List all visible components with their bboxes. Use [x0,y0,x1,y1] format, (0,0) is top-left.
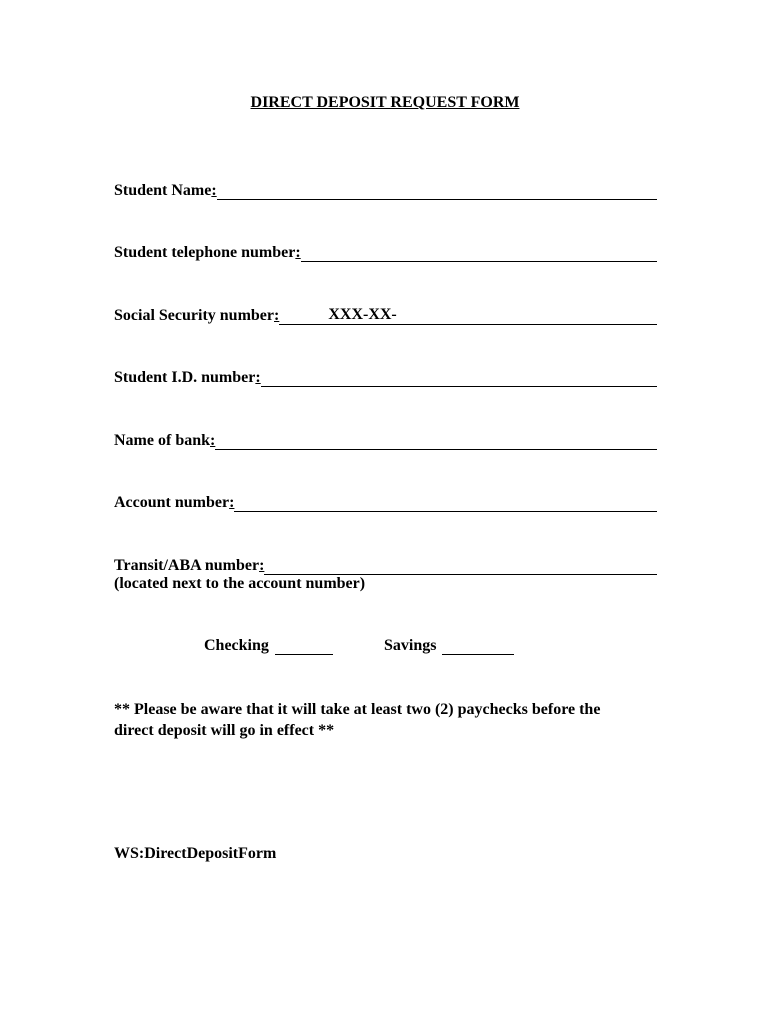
checking-option [204,636,333,655]
student-telephone-colon: : [295,244,301,261]
student-name-input[interactable] [217,182,657,200]
ssn-label: Social Security number [114,307,274,324]
notice-line-1: ** Please be aware that it will take at least two (2) paychecks before the [114,701,601,718]
student-id-row [114,365,657,387]
checking-label: Checking [204,637,269,654]
form-title: DIRECT DEPOSIT REQUEST FORM [250,94,520,111]
savings-blank[interactable] [442,636,514,655]
student-name-colon: : [211,182,217,199]
transit-aba-label: Transit/ABA number [114,557,260,574]
savings-option [384,636,514,655]
bank-name-label: Name of bank [114,432,211,449]
savings-label: Savings [384,637,437,654]
transit-aba-colon: : [259,557,265,574]
form-identifier: WS:DirectDepositForm [114,845,277,862]
account-number-input[interactable] [234,494,657,512]
notice-line-2: direct deposit will go in effect ** [114,722,335,739]
paycheck-notice [114,699,662,741]
checking-blank[interactable] [275,636,333,655]
transit-aba-row [114,553,657,575]
student-id-input[interactable] [261,369,657,387]
student-telephone-input[interactable] [301,244,657,262]
ssn-prefix: XXX-XX- [328,306,397,323]
student-name-row [114,178,657,200]
student-telephone-row [114,240,657,262]
account-number-label: Account number [114,494,230,511]
student-id-colon: : [255,369,261,386]
bank-name-row [114,428,657,450]
student-telephone-label: Student telephone number [114,244,296,261]
student-name-label: Student Name [114,182,212,199]
bank-name-colon: : [210,432,216,449]
transit-aba-note: (located next to the account number) [114,575,366,592]
bank-name-input[interactable] [215,432,657,450]
student-id-label: Student I.D. number [114,369,256,386]
ssn-colon: : [274,307,280,324]
transit-aba-input[interactable] [264,557,657,575]
account-number-row [114,490,657,512]
account-number-colon: : [229,494,235,511]
ssn-row [114,303,657,325]
ssn-input[interactable] [279,307,657,325]
